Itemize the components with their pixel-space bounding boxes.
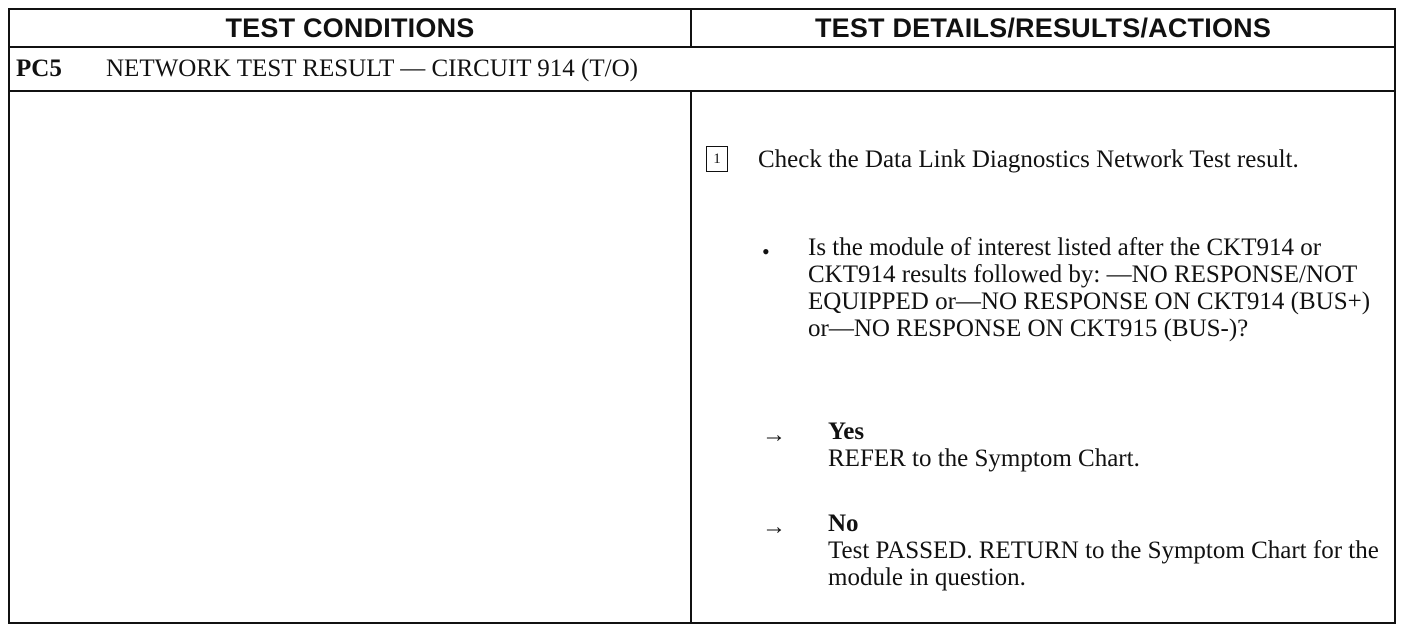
bullet-icon: • — [762, 239, 770, 264]
step-instruction: Check the Data Link Diagnostics Network Test result. — [758, 146, 1299, 173]
yes-label: Yes — [828, 418, 865, 445]
yes-answer — [828, 418, 1388, 472]
test-conditions-cell — [10, 92, 692, 622]
test-details-header: TEST DETAILS/RESULTS/ACTIONS — [814, 12, 1272, 43]
section-title-row — [10, 48, 1394, 92]
test-details-cell — [692, 92, 1394, 622]
table-header-row — [10, 10, 1394, 48]
no-label: No — [828, 510, 859, 537]
no-answer — [828, 510, 1388, 591]
step-number-box: 1 — [706, 146, 728, 172]
section-code: PC5 — [16, 55, 62, 82]
step-question: Is the module of interest listed after the CKT914 or CKT914 results followed by: —NO RESPONSE/NOT EQUIPPED or—NO RESPONSE ON CKT914 (BUS+) or—NO RESPONSE ON CKT915 (BUS-)? — [808, 234, 1371, 342]
yes-arrow-icon: → — [762, 422, 786, 448]
test-table — [8, 8, 1396, 624]
no-action: Test PASSED. RETURN to the Symptom Chart for the module in question. — [828, 537, 1379, 591]
test-conditions-header: TEST CONDITIONS — [10, 10, 692, 46]
yes-action: REFER to the Symptom Chart. — [828, 445, 1140, 472]
section-title: NETWORK TEST RESULT — CIRCUIT 914 (T/O) — [106, 55, 638, 82]
no-arrow-icon: → — [762, 514, 786, 540]
